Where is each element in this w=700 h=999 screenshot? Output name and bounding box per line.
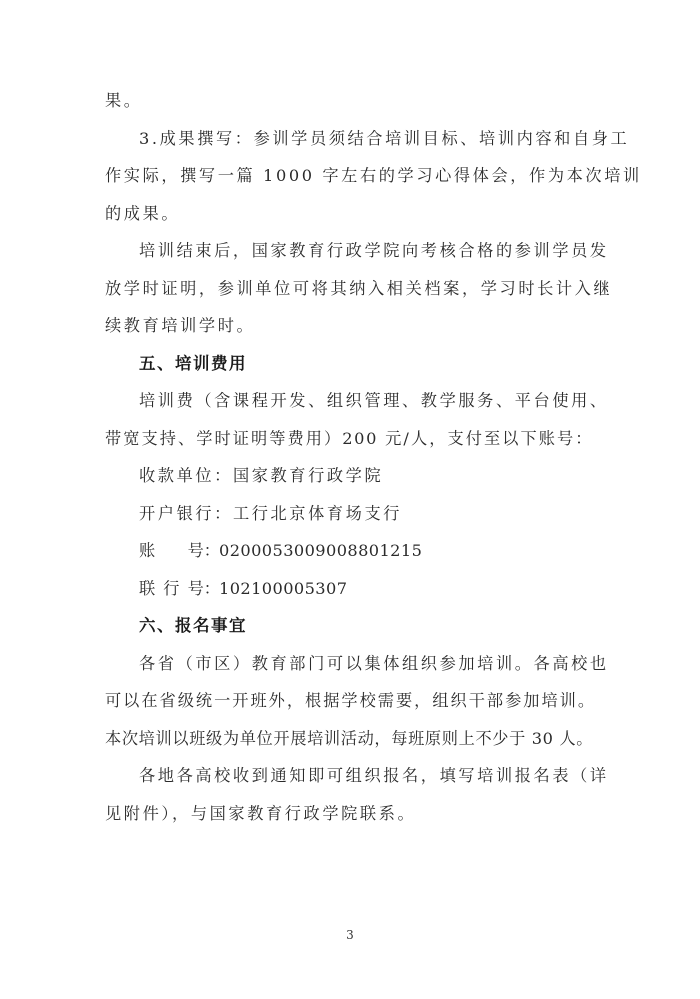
section-heading-registration: 六、报名事宜 xyxy=(139,616,247,635)
paragraph-line: 3.成果撰写：参训学员须结合培训目标、培训内容和自身工 xyxy=(139,128,630,148)
payee-label: 收款单位： xyxy=(139,466,233,485)
paragraph-line: 本次培训以班级为单位开展培训活动，每班原则上不少于 30 人。 xyxy=(105,728,593,748)
payee-field xyxy=(105,457,593,495)
section-heading-fees: 五、培训费用 xyxy=(139,353,247,373)
bank-code-value: 102100005307 xyxy=(219,578,348,598)
page-number: 3 xyxy=(346,928,354,942)
bank-code-label: 联 行 号： xyxy=(139,578,220,598)
bank-code-field xyxy=(105,570,593,608)
paragraph-line: 作实际，撰写一篇 1000 字左右的学习心得体会，作为本次培训 xyxy=(105,166,642,185)
paragraph-line: 见附件），与国家教育行政学院联系。 xyxy=(105,803,417,823)
paragraph-line: 各地各高校收到通知即可组织报名，填写培训报名表（详 xyxy=(139,766,609,785)
paragraph-line: 带宽支持、学时证明等费用）200 元/人，支付至以下账号： xyxy=(105,428,593,448)
account-label: 账 号： xyxy=(139,541,220,560)
paragraph-line: 续教育培训学时。 xyxy=(105,316,256,335)
paragraph-line: 可以在省级统一开班外，根据学校需要，组织干部参加培训。 xyxy=(105,691,597,710)
bank-value: 工行北京体育场支行 xyxy=(232,503,403,523)
paragraph-line: 培训费（含课程开发、组织管理、教学服务、平台使用、 xyxy=(139,391,609,410)
paragraph-line: 果。 xyxy=(105,91,143,110)
paragraph-line: 培训结束后，国家教育行政学院向考核合格的参训学员发 xyxy=(139,241,609,260)
account-field xyxy=(105,532,593,570)
paragraph-line: 各省（市区）教育部门可以集体组织参加培训。各高校也 xyxy=(139,653,609,673)
account-value: 0200053009008801215 xyxy=(219,541,423,560)
bank-field xyxy=(105,495,593,533)
paragraph-line: 放学时证明，参训单位可将其纳入相关档案，学习时长计入继 xyxy=(105,278,613,298)
bank-label: 开户银行： xyxy=(139,503,233,523)
payee-value: 国家教育行政学院 xyxy=(232,466,384,485)
paragraph-line: 的成果。 xyxy=(105,203,181,223)
document-body xyxy=(105,82,642,832)
